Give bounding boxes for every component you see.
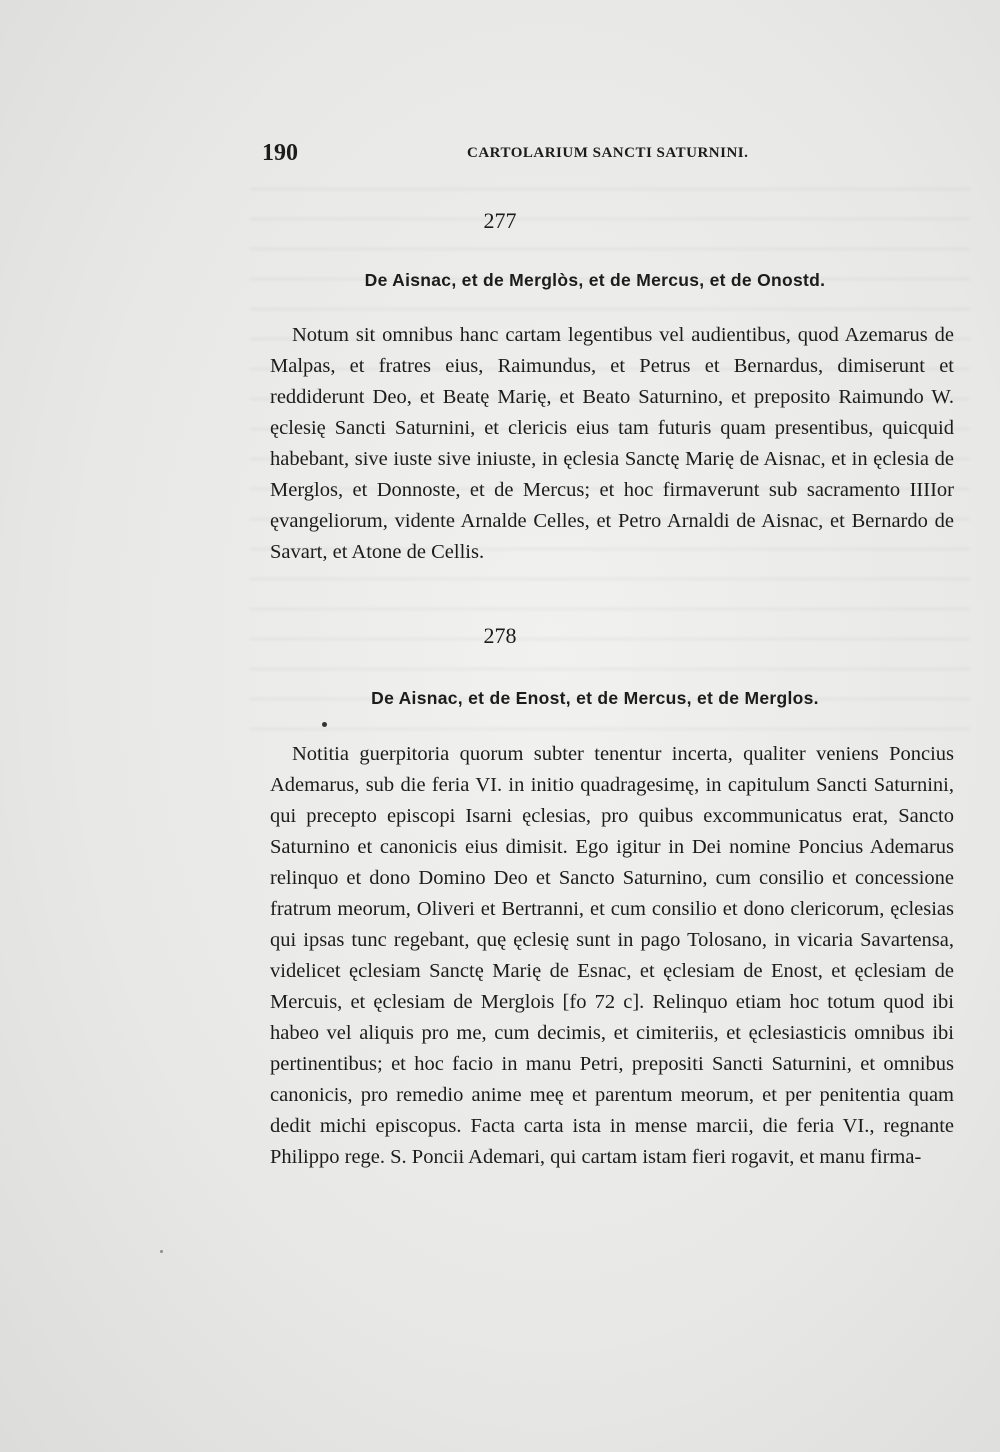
page-number: 190 [262,140,298,166]
ink-speck [322,722,327,727]
charter-body-278: Notitia guerpitoria quorum subter tenentur incerta, qualiter veniens Poncius Ademarus, sub die feria VI. in initio quadragesimę, in capitulum Sancti Saturnini, qui precepto episcopi Isarni ęclesias, pro quibus excommunicatus erat, Sancto Saturnino et canonicis eius dimisit. Ego igitur in Dei nomine Poncius Ademarus relinquo et dono Domino Deo et Sancto Saturnino, cum consilio et concessione fratrum meorum, Oliveri et Bertranni, et cum consilio et dono clericorum, ęclesias qui ipsas tunc regebant, quę ęclesię sunt in pago Tolosano, in vicaria Savartensa, videlicet ęclesiam Sanctę Marię de Esnac, et ęclesiam de Enost, et ęclesiam de Mercuis, et ęclesiam de Merglois [fo 72 c]. Relinquo etiam hoc totum quod ibi habeo vel aliquis pro me, cum decimis, et cimiteriis, et ęclesiasticis omnibus ibi pertinentibus; et hoc facio in manu Petri, prepositi Sancti Saturnini, et omnibus canonicis, pro remedio anime meę et parentum meorum, et per penitentia quam dedit michi episcopus. Facta carta ista in mense marcii, die feria VI., regnante Philippo rege. S. Poncii Ademari, qui cartam istam fieri rogavit, et manu firma- [270,743,954,1168]
charter-title-278: De Aisnac, et de Enost, et de Mercus, et de Merglos. [371,688,819,708]
running-head: CARTOLARIUM SANCTI SATURNINI. [467,145,749,161]
charter-title-277: De Aisnac, et de Merglòs, et de Mercus, et de Onostd. [364,270,826,290]
ink-speck [160,1250,163,1253]
charter-number-277: 277 [483,208,517,233]
page-header [262,140,760,170]
charter-number-278: 278 [483,623,517,648]
charter-body-277: Notum sit omnibus hanc cartam legentibus vel audientibus, quod Azemarus de Malpas, et fratres eius, Raimundus, et Petrus et Bernardus, dimiserunt et reddiderunt Deo, et Beatę Marię, et Beato Saturnino, et preposito Raimundo W. ęclesię Sancti Saturnini, et clericis eius tam futuris quam presentibus, quicquid habebant, sive iuste sive iniuste, in ęclesia Sanctę Marię de Aisnac, et in ęclesia de Merglos, et Donnoste, et de Mercus; et hoc firmaverunt sub sacramento IIIIor ęvangeliorum, vidente Arnalde Celles, et Petro Arnaldi de Aisnac, et Bernardo de Savart, et Atone de Cellis. [270,324,954,563]
